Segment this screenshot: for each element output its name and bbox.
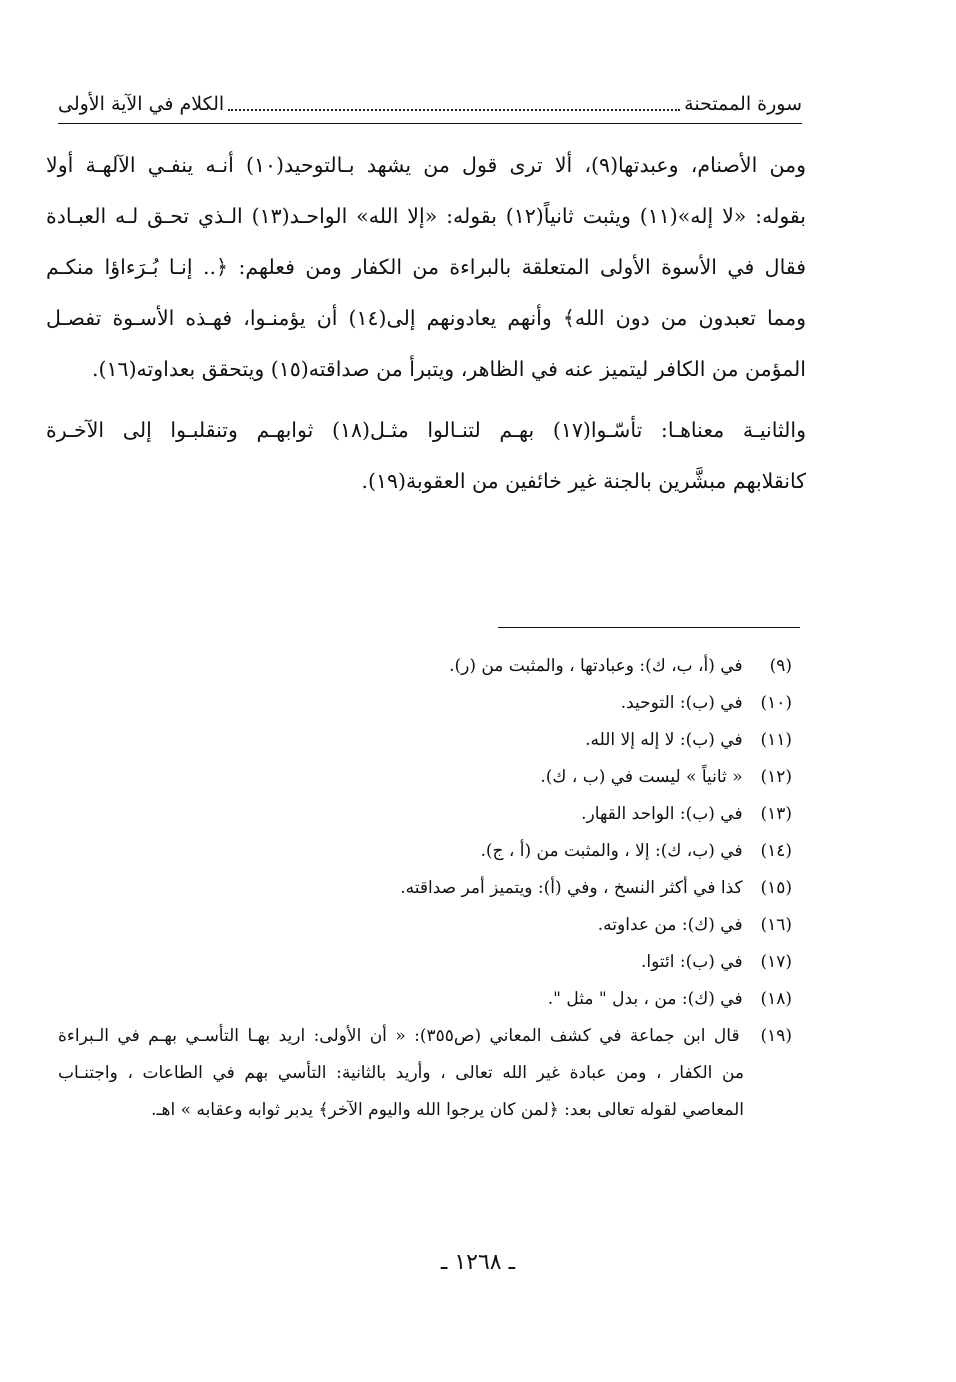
footnote	[58, 944, 802, 981]
footnote	[58, 833, 802, 870]
text-line: كانقلابهم مبشَّرين بالجنة غير خائفين من العقوبة(١٩).	[361, 469, 806, 493]
header-surah: سورة الممتحنة	[684, 92, 802, 115]
footnote-number: (١٦)	[760, 915, 792, 935]
footnote	[58, 722, 802, 759]
footnote-number: (١١)	[760, 730, 792, 750]
footnote-text: في (أ، ب، ك): وعبادتها ، والمثبت من (ر).	[449, 656, 743, 676]
footnote-text: في (ب، ك): إلا ، والمثبت من (أ ، ج).	[480, 841, 743, 861]
footnote-number: (١٨)	[760, 989, 792, 1009]
page-number: ـ ١٢٦٨ ـ	[440, 1250, 516, 1275]
footnotes	[58, 648, 802, 1129]
paragraph-1	[46, 140, 806, 395]
paragraph-2	[46, 405, 806, 507]
footnote-text: في (ك): من عداوته.	[597, 915, 743, 935]
text-line: ومما تعبدون من دون الله﴾ وأنهم يعادونهم إلى(١٤) أن يؤمنـوا، فهـذه الأسـوة تفصـل	[46, 306, 806, 330]
text-line: فقال في الأسوة الأولى المتعلقة بالبراءة من الكفار ومن فعلهم: ﴿.. إنـا بُـرَءاؤا منكـم	[46, 255, 806, 279]
footnote	[58, 907, 802, 944]
footnote-text: كذا في أكثر النسخ ، وفي (أ): ويتميز أمر صداقته.	[400, 878, 743, 898]
footnote	[58, 685, 802, 722]
footnote	[58, 1018, 802, 1055]
running-header	[58, 88, 802, 124]
text-line: المؤمن من الكافر ليتميز عنه في الظاهر، ويتبرأ من صداقته(١٥) ويتحقق بعداوته(١٦).	[92, 357, 806, 381]
header-section: الكلام في الآية الأولى	[58, 92, 225, 115]
footnote-number: (١٤)	[760, 841, 792, 861]
footnote-text: في (ب): التوحيد.	[620, 693, 743, 713]
main-text	[46, 140, 806, 507]
footnote-number: (١٣)	[760, 804, 792, 824]
footnote-number: (٩)	[769, 656, 792, 676]
footnote-number: (١٠)	[760, 693, 792, 713]
footnote-separator	[498, 627, 800, 628]
footnote-number: (١٩)	[760, 1026, 792, 1046]
header-dot-leader	[228, 97, 680, 111]
text-line: والثانيـة معناهـا: تأسّـوا(١٧) بهـم لتنـالوا مثـل(١٨) ثوابهـم وتنقلبـوا إلى الآخـرة	[46, 418, 806, 442]
footnote-text: « ثانياً » ليست في (ب ، ك).	[540, 767, 743, 787]
footnote-continuation: من الكفار ، ومن عبادة غير الله تعالى ، وأريد بالثانية: التأسي بهم في الطاعات ، واجتنـاب	[58, 1063, 744, 1083]
footnote	[58, 648, 802, 685]
footnote	[58, 759, 802, 796]
footnote	[58, 796, 802, 833]
text-line: بقوله: «لا إله»(١١) ويثبت ثانياً(١٢) بقوله: «إلا الله» الواحـد(١٣) الـذي تحـق لـه العبـادة	[46, 204, 806, 228]
footnote-text: في (ب): الواحد القهار.	[581, 804, 743, 824]
text-line: ومن الأصنام، وعبدتها(٩)، ألا ترى قول من يشهد بـالتوحيد(١٠) أنـه ينفـي الآلهـة أولا	[46, 153, 806, 177]
footnote-number: (١٥)	[760, 878, 792, 898]
footnote-text: قال ابن جماعة في كشف المعاني (ص٣٥٥): « أن الأولى: اريد بهـا التأسـي بهـم في الـبراءة	[58, 1026, 740, 1046]
footnote-text: في (ب): ائتوا.	[641, 952, 743, 972]
footnote-number: (١٧)	[760, 952, 792, 972]
footnote	[58, 870, 802, 907]
footnote-text: في (ب): لا إله إلا الله.	[585, 730, 743, 750]
footnote	[58, 981, 802, 1018]
footnote-number: (١٢)	[760, 767, 792, 787]
footnote-text: في (ك): من ، بدل " مثل ".	[547, 989, 743, 1009]
footnote-continuation: المعاصي لقوله تعالى بعد: ﴿لمن كان يرجوا الله واليوم الآخر﴾ يدبر ثوابه وعقابه » اهـ.	[151, 1100, 744, 1120]
